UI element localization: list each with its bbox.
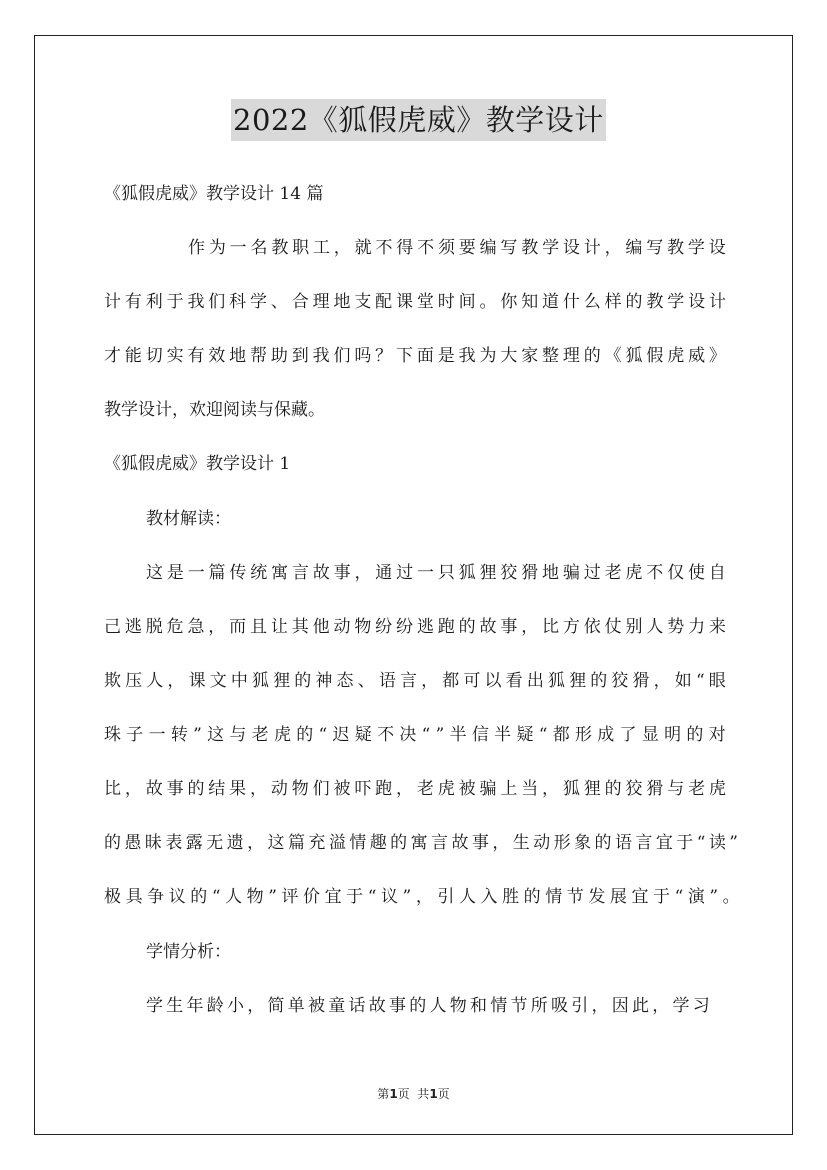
analysis-heading: 学情分析： (146, 942, 231, 962)
footer-page-number: 1 (389, 1087, 398, 1101)
intro-line-4: 教学设计，欢迎阅读与保藏。 (104, 400, 325, 420)
material-line-6: 的 愚 昧 表 露 无 遗 ， 这 篇 充 溢 情 趣 的 寓 言 故 事 ， 生 动 形 象 的 语 言 宜 于 “ 读 ” (104, 833, 738, 853)
footer-page-suffix: 页 (437, 1087, 450, 1101)
material-heading: 教材解读： (146, 509, 231, 529)
material-line-1: 这 是 一 篇 传 统 寓 言 故 事 ， 通 过 一 只 狐 狸 狡 猾 地 骗 过 老 虎 不 仅 使 自 (146, 563, 726, 583)
material-line-7: 极 具 争 议 的 “ 人 物 ” 评 价 宜 于 “ 议 ” ， 引 人 入 胜 的 情 节 发 展 宜 于 “ 演 ” 。 (104, 887, 740, 907)
document-title: 2022《狐假虎威》教学设计 (231, 99, 606, 141)
intro-line-1: 作 为 一 名 教 职 工 ， 就 不 得 不 须 要 编 写 教 学 设 计 ， 编 写 教 学 设 (188, 238, 726, 258)
footer-page-prefix: 第 (377, 1087, 390, 1101)
section-heading: 《狐假虎威》教学设计 1 (104, 454, 291, 474)
material-line-4: 珠 子 一 转 ” 这 与 老 虎 的 “ 迟 疑 不 决 “ ” 半 信 半 疑 “ 都 形 成 了 显 明 的 对 (104, 725, 726, 745)
footer-page-mid: 页 共 (397, 1087, 430, 1101)
material-line-2: 己 逃 脱 危 急 ， 而 且 让 其 他 动 物 纷 纷 逃 跑 的 故 事 ， 比 方 依 仗 别 人 势 力 来 (104, 617, 726, 637)
page-footer (0, 1085, 827, 1102)
intro-line-3: 才 能 切 实 有 效 地 帮 助 到 我 们 吗 ？ 下 面 是 我 为 大 家 整 理 的 《 狐 假 虎 威 》 (104, 346, 726, 366)
footer-page-total: 1 (429, 1087, 438, 1101)
document-subtitle: 《狐假虎威》教学设计 14 篇 (104, 184, 324, 204)
material-line-3: 欺 压 人 ， 课 文 中 狐 狸 的 神 态 、 语 言 ， 都 可 以 看 出 狐 狸 的 狡 猾 ， 如 “ 眼 (104, 671, 726, 691)
analysis-line-1: 学 生 年 龄 小 ， 简 单 被 童 话 故 事 的 人 物 和 情 节 所 吸 引 ， 因 此 ， 学 习 (146, 996, 710, 1016)
material-line-5: 比 ， 故 事 的 结 果 ， 动 物 们 被 吓 跑 ， 老 虎 被 骗 上 当 ， 狐 狸 的 狡 猾 与 老 虎 (104, 779, 726, 799)
intro-line-2: 计 有 利 于 我 们 科 学 、 合 理 地 支 配 课 堂 时 间 。 你 知 道 什 么 样 的 教 学 设 计 (104, 292, 726, 312)
